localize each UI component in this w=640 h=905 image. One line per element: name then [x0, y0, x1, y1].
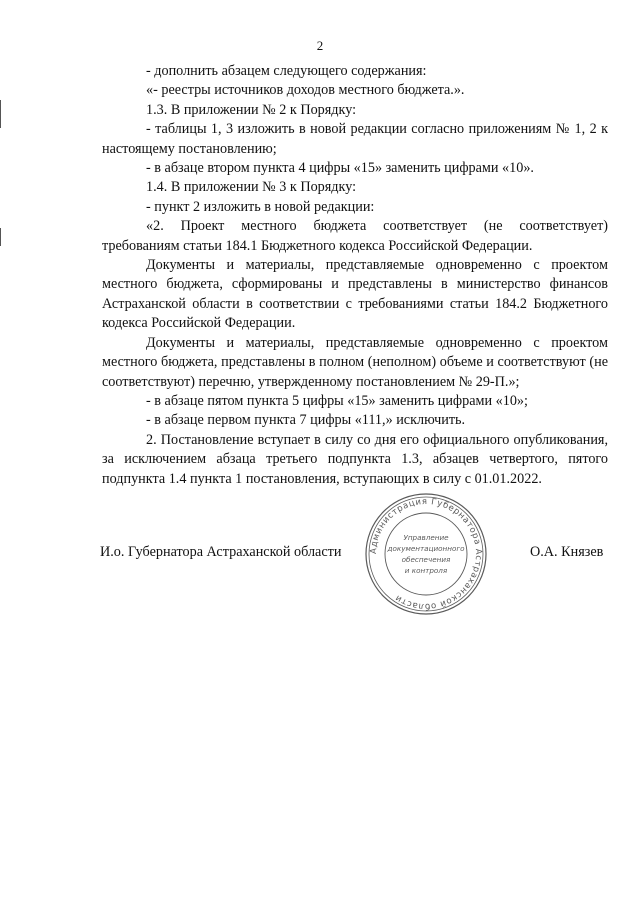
paragraph: 2. Постановление вступает в силу со дня его официального опубликования, за исключением абзаца третьего подпункта 1.3, абзацев четвертого, пятого подпункта 1.4 пункта 1 постановления, вступающих в силу с 01.01.2022.: [102, 431, 608, 487]
paragraph: «- реестры источников доходов местного бюджета.».: [146, 82, 465, 99]
scan-edge-mark: [0, 100, 1, 128]
stamp-rings: [366, 494, 486, 614]
document-body: [102, 62, 608, 489]
stamp-outer-text: Администрация Губернатора Астраханской области: [368, 496, 484, 612]
page-number: 2: [316, 38, 324, 53]
paragraph: 1.4. В приложении № 3 к Порядку:: [146, 179, 357, 196]
paragraph: - дополнить абзацем следующего содержания:: [146, 63, 427, 79]
official-stamp: [364, 492, 488, 616]
paragraph: «2. Проект местного бюджета соответствует (не соответствует) требованиям статьи 184.1 Бюджетного кодекса Российской Федерации.: [102, 218, 608, 254]
signatory-position: И.о. Губернатора Астраханской области: [100, 544, 342, 560]
paragraph: - пункт 2 изложить в новой редакции:: [146, 198, 375, 215]
stamp-inner-line: Управление: [403, 533, 449, 542]
stamp-inner-line: обеспечения: [401, 555, 451, 564]
signatory-name: О.А. Князев: [530, 544, 604, 560]
scan-edge-mark: [0, 228, 1, 246]
stamp-inner-line: и контроля: [404, 566, 448, 575]
paragraph: - в абзаце втором пункта 4 цифры «15» заменить цифрами «10».: [146, 160, 534, 177]
paragraph: 1.3. В приложении № 2 к Порядку:: [146, 101, 357, 118]
paragraph: - в абзаце первом пункта 7 цифры «111,» исключить.: [146, 412, 466, 429]
paragraph: Документы и материалы, представляемые одновременно с проектом местного бюджета, сформированы и представлены в министерство финансов Астраханской области в соответствии с требованиями статьи 184.2 Бюджетного кодекса Российской Федерации.: [102, 257, 608, 332]
stamp-inner-line: документационного: [387, 544, 465, 553]
paragraph: - таблицы 1, 3 изложить в новой редакции согласно приложениям № 1, 2 к настоящему постановлению;: [102, 121, 608, 157]
paragraph: - в абзаце пятом пункта 5 цифры «15» заменить цифрами «10»;: [146, 392, 528, 409]
paragraph: Документы и материалы, представляемые одновременно с проектом местного бюджета, представлены в полном (неполном) объеме и соответствуют (не соответствуют) перечню, утвержденному постановлением № 29-П.»;: [102, 334, 608, 390]
